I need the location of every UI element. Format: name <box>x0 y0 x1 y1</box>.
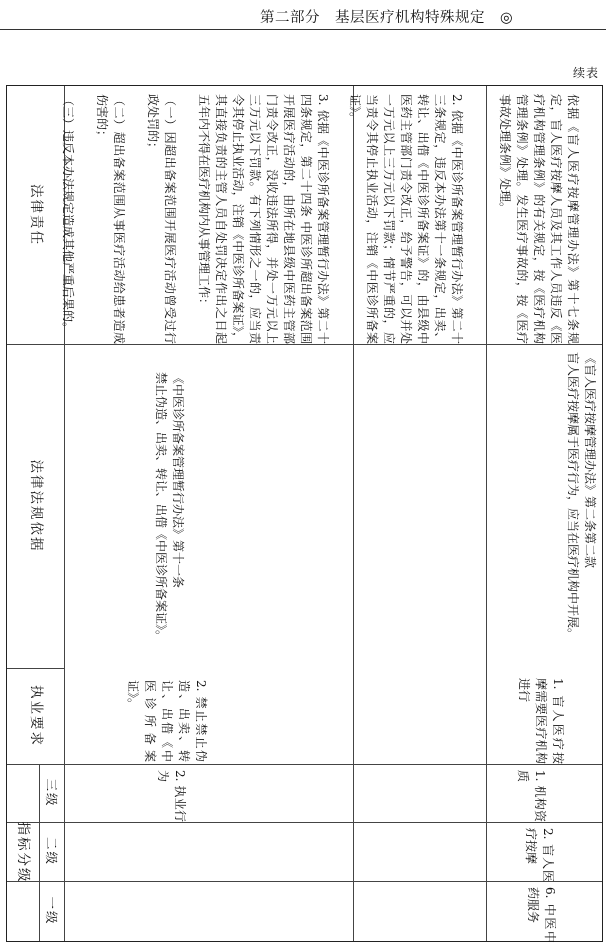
row3-basis-cell <box>486 344 602 668</box>
level1-header: 一级 <box>44 896 59 926</box>
row3-requirement-cell <box>486 668 602 764</box>
page-header: 第二部分 基层医疗机构特殊规定 ◎ <box>260 10 514 26</box>
level2-header-cell <box>39 822 64 881</box>
row2-liability <box>329 90 482 348</box>
legal-basis-header-cell <box>7 344 64 668</box>
row3-basis: 《盲人医疗按摩管理办法》第二条第二款 盲人医疗按摩属于医疗行为，应当在医疗机构中开展。 <box>566 352 597 641</box>
indicator-grading-header-cell <box>7 764 39 941</box>
continued-label: 续表 <box>573 66 600 80</box>
row1-requirement-cell <box>64 668 353 764</box>
practice-requirement-header-cell <box>7 668 64 764</box>
row3-liability-cell <box>486 86 602 344</box>
row1-requirement: 2. 禁止禁止伪造、出卖、转让、出借《中医诊所备案证》。 <box>126 680 208 762</box>
row3-requirement: 1. 盲人医疗按摩需要医疗机构进行 <box>517 678 565 764</box>
row3-level2-cell <box>486 822 602 881</box>
row3-level1: 6. 中医中药服务 <box>526 887 557 943</box>
row1-basis: 《中医诊所备案管理暂行办法》第十一条 禁止伪造、出卖、转让、出借《中医诊所备案证》。 <box>154 372 185 643</box>
row3-liability-para: 依据《盲人医疗按摩管理办法》第十七条规定，盲人医疗按摩人员及其工作人员违反《医疗机构管理条例》的有关规定，按《医疗机构管理条例》处理。发生医疗事故的，按《医疗事故处理条例》处理。 <box>498 94 580 344</box>
row3-level3-cell <box>486 764 602 822</box>
regulation-table <box>6 85 603 942</box>
legal-basis-header: 法律法规依据 <box>28 459 44 553</box>
practice-requirement-header: 执业要求 <box>28 685 44 747</box>
row1-level3: 2. 执业行为 <box>156 770 187 822</box>
row3-level3: 1. 机构资质 <box>516 770 547 822</box>
row2-liability-cell <box>348 86 486 344</box>
row1-liability-item2: （二）超出备案范围从事医疗活动给患者造成伤害的； <box>95 94 126 344</box>
row1-liability-item3: （三）违反本办法规定造成其他严重后果的。 <box>61 94 75 335</box>
row2-liability-para: 2. 依据《中医诊所备案管理暂行办法》第二十三条规定，违反本办法第十一条规定，出卖、转让、出借《中医诊所备案证》的，由县级中医药主管部门责令改正，给予警告，可以并处一万元以上三万元以下罚款；情节严重的，应当责令其停止执业活动，注销《中医诊所备案证》。 <box>348 94 464 344</box>
legal-liability-header: 法律责任 <box>28 184 44 246</box>
level3-header: 三级 <box>44 778 59 808</box>
row1-level3-cell <box>64 764 353 822</box>
row1-liability-para: 3. 依据《中医诊所备案管理暂行办法》第二十四条规定，第二十四条 中医诊所超出备案范围开展医疗活动的，由所在地县级中医药主管部门责令改正，没收违法所得，并处一万元以上三万元以下罚款。有下列情形之一的，应当责令其停止执业活动，注销《中医诊所备案证》，其直接负责的主管人员自处罚决定作出之日起五年内不得在医疗机构内从事管理工作： <box>197 94 330 344</box>
header-rule <box>0 29 606 30</box>
level3-header-cell <box>39 764 64 822</box>
row1-liability <box>42 90 348 348</box>
indicator-grading-header: 指标分级 <box>15 821 31 884</box>
row3-level2: 2. 盲人医疗按摩 <box>524 828 555 882</box>
row1-liability-item1: （一）因超出备案范围开展医疗活动曾受过行政处罚的； <box>146 94 177 344</box>
row1-basis-cell <box>64 344 353 668</box>
level2-header: 二级 <box>44 836 59 866</box>
level1-header-cell <box>39 881 64 941</box>
row3-liability <box>479 90 598 348</box>
row1-liability-cell <box>61 86 353 344</box>
row3-level1-cell <box>486 881 602 941</box>
